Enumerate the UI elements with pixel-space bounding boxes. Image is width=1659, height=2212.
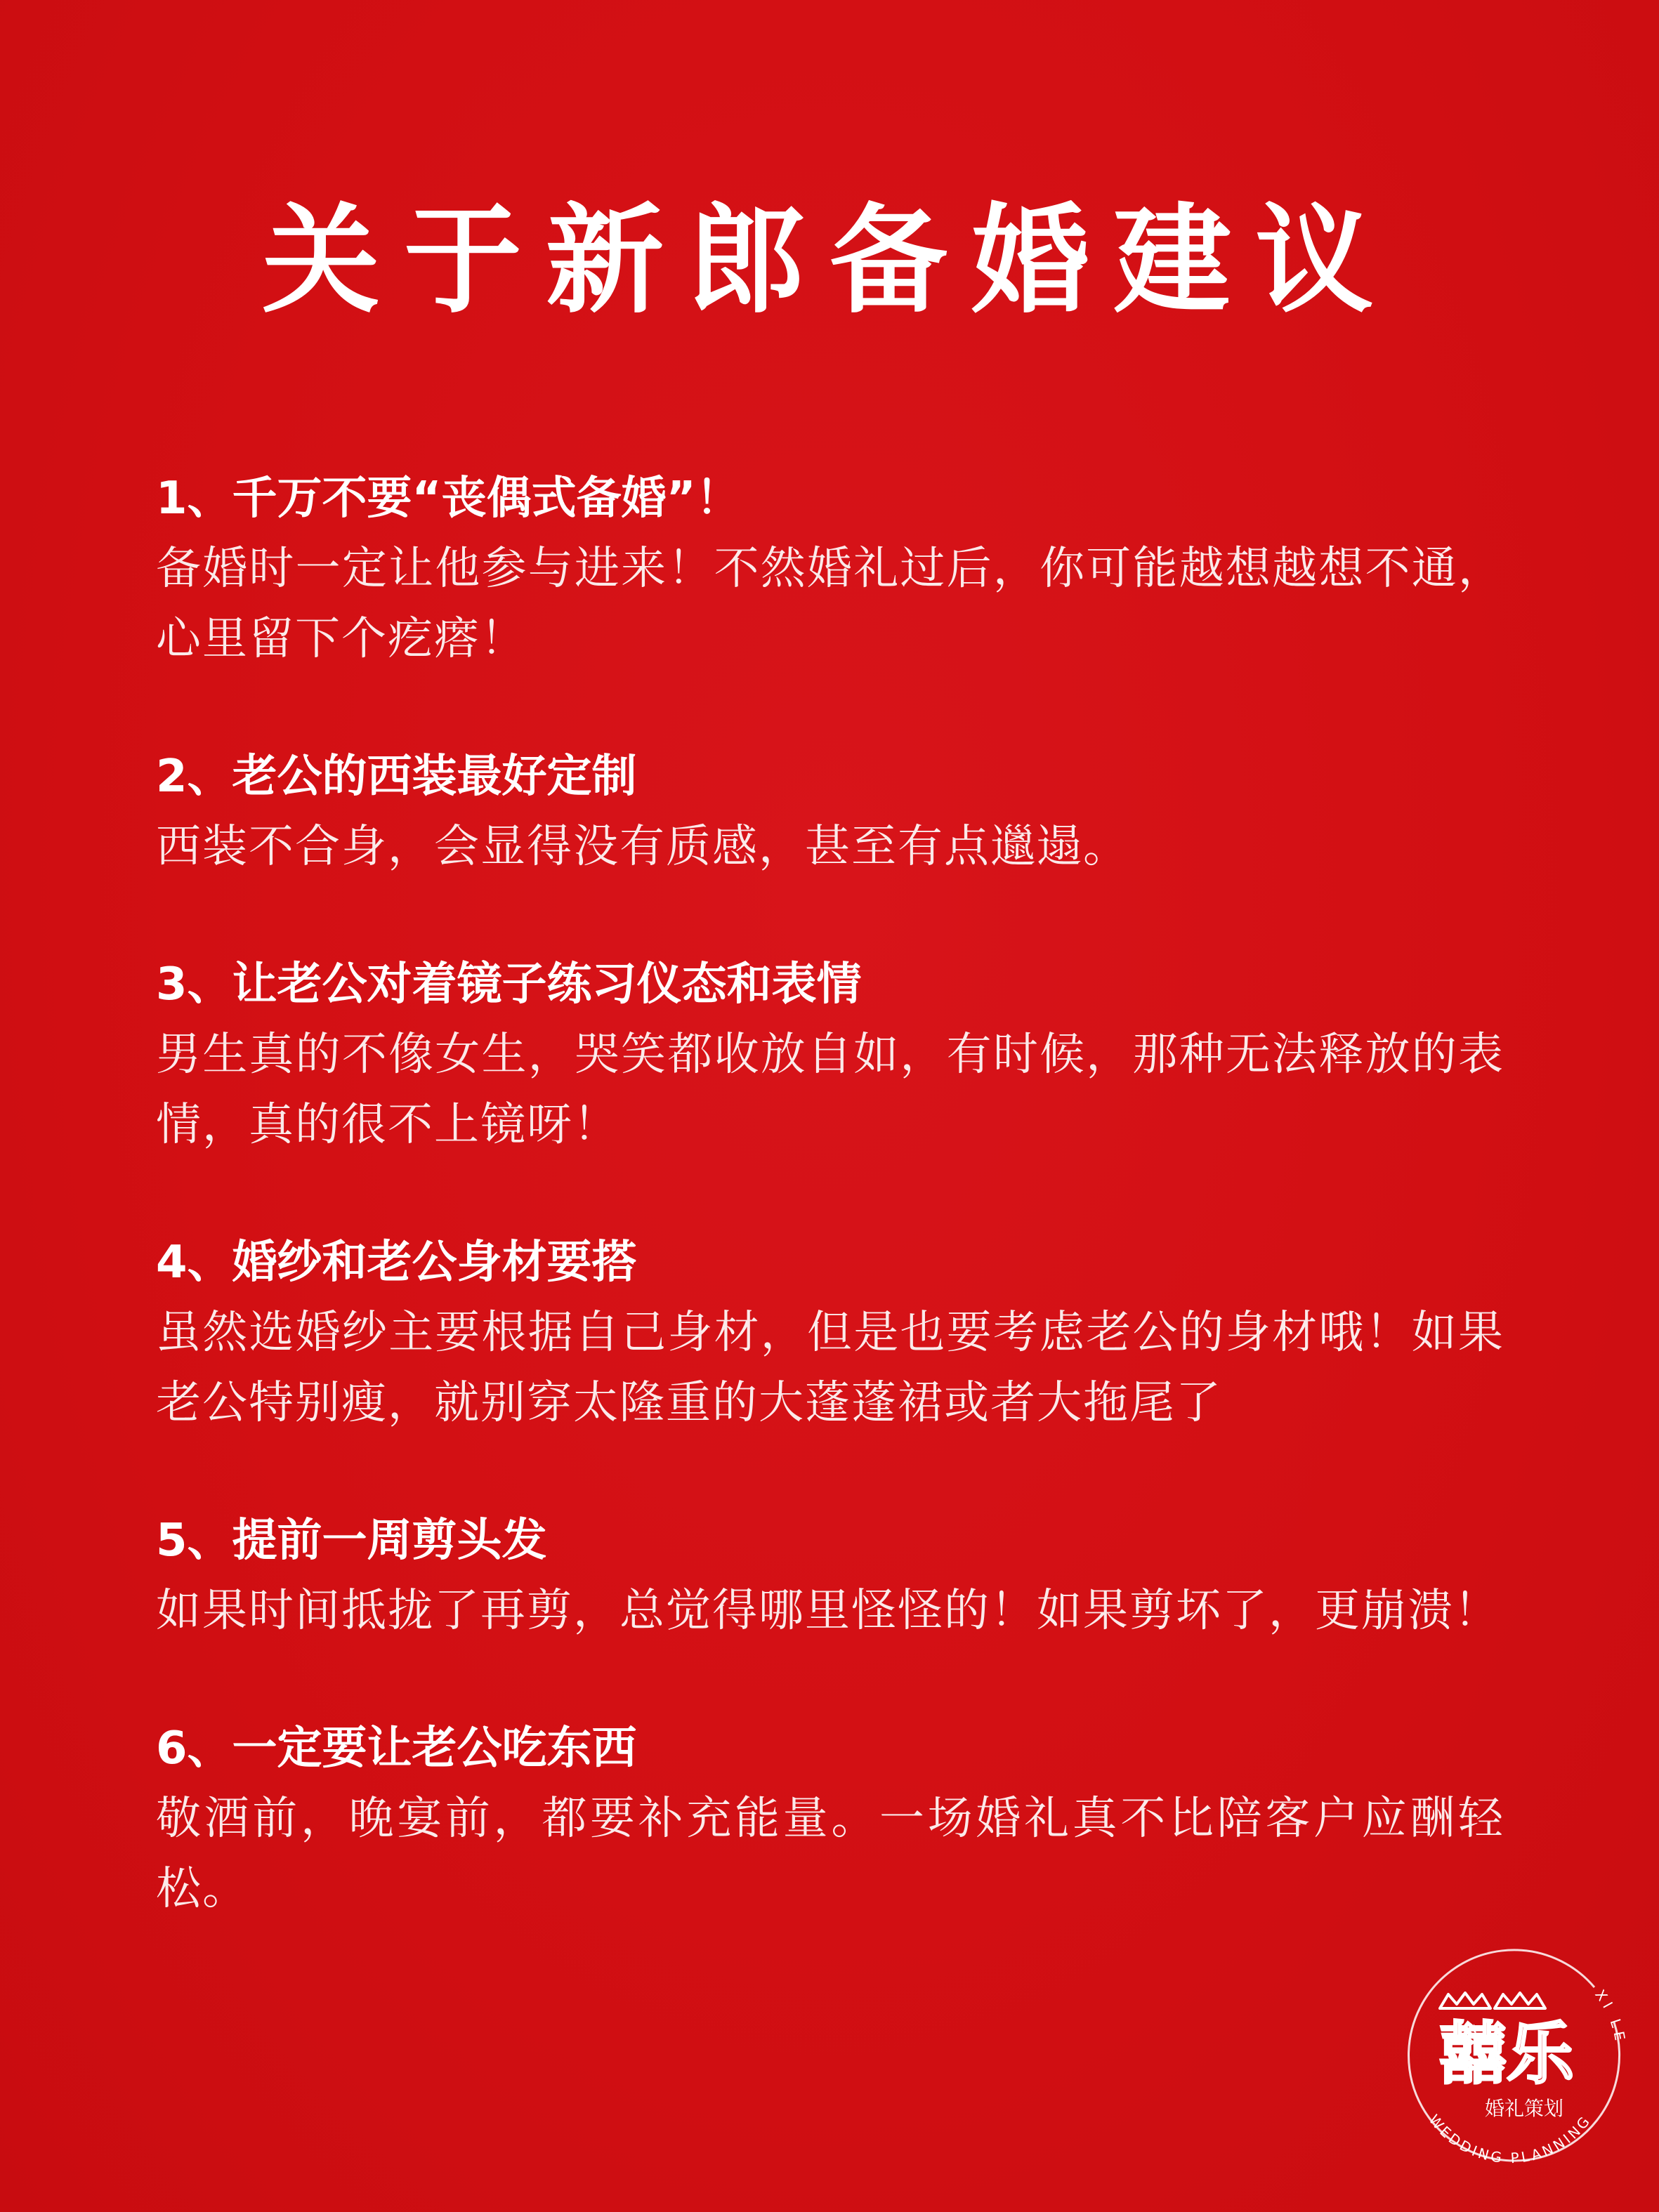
brand-logo	[1384, 1931, 1637, 2184]
list-item	[156, 949, 1504, 1160]
list-item	[156, 1713, 1504, 1924]
item-body: 如果时间抵拢了再剪，总觉得哪里怪怪的！如果剪坏了，更崩溃！	[156, 1585, 1500, 1637]
logo-subtitle: 婚礼策划	[1484, 2097, 1564, 2120]
list-item	[156, 1227, 1504, 1438]
svg-text:XI LE	[1592, 1987, 1630, 2046]
page-title: 关于新郎备婚建议	[262, 190, 1397, 329]
crown-icon	[1440, 1993, 1545, 2008]
logo-latin: XI LE	[1592, 1986, 1630, 2046]
list-item	[156, 742, 1504, 882]
item-heading: 2、老公的西装最好定制	[156, 751, 637, 803]
list-item	[156, 1506, 1504, 1646]
item-heading: 5、提前一周剪头发	[156, 1515, 547, 1567]
logo-latin-sub: WEDDING PLANNING	[1425, 2111, 1595, 2167]
item-heading: 4、婚纱和老公身材要搭	[156, 1237, 637, 1289]
advice-list	[156, 463, 1504, 1992]
item-body: 西装不合身，会显得没有质感，甚至有点邋遢。	[156, 821, 1129, 873]
item-body: 虽然选婚纱主要根据自己身材，但是也要考虑老公的身材哦！如果老公特别瘦，就别穿太隆重的大蓬蓬裙或者大拖尾了	[156, 1307, 1504, 1429]
item-heading: 6、一定要让老公吃东西	[156, 1723, 637, 1775]
item-heading: 3、让老公对着镜子练习仪态和表情	[156, 959, 862, 1010]
logo-brand: 囍乐	[1439, 2015, 1574, 2093]
item-body: 敬酒前，晚宴前，都要补充能量。一场婚礼真不比陪客户应酬轻松。	[156, 1793, 1504, 1915]
item-heading: 1、千万不要“丧偶式备婚”！	[156, 473, 741, 525]
list-item	[156, 463, 1504, 674]
item-body: 男生真的不像女生，哭笑都收放自如，有时候，那种无法释放的表情，真的很不上镜呀！	[156, 1029, 1504, 1151]
item-body: 备婚时一定让他参与进来！不然婚礼过后，你可能越想越想不通，心里留下个疙瘩！	[156, 543, 1504, 665]
